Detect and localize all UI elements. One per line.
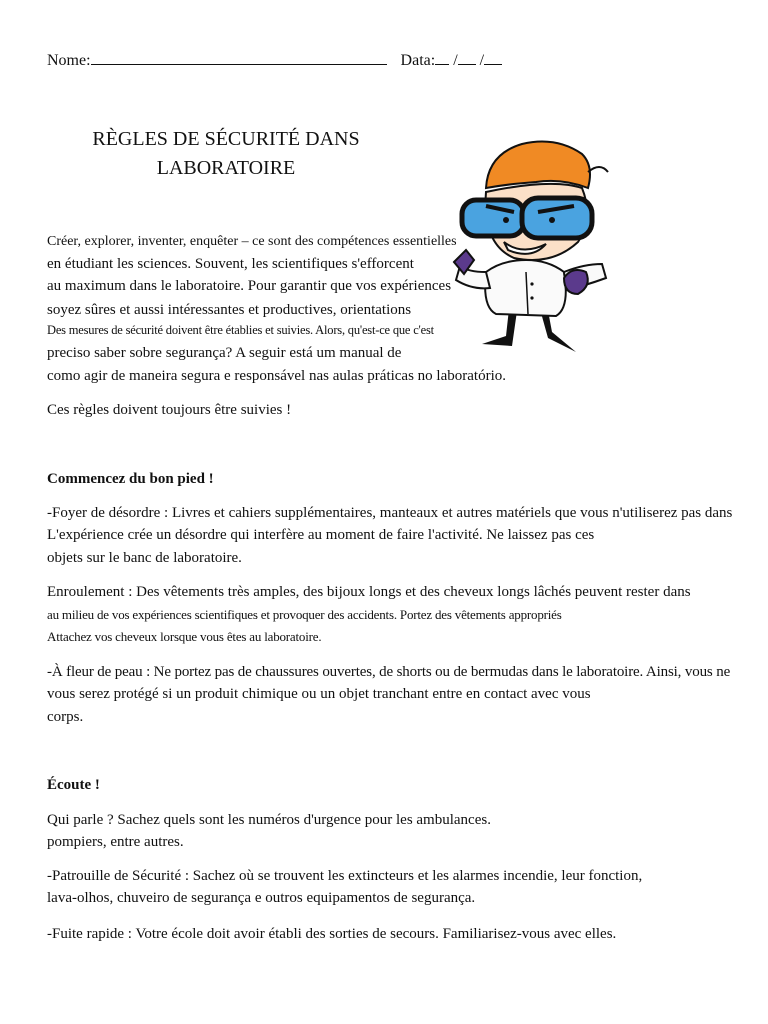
intro-line: en étudiant les sciences. Souvent, les scientifiques s'efforcent — [47, 256, 414, 272]
paragraph-line: Attachez vos cheveux lorsque vous êtes au laboratoire. — [47, 629, 322, 644]
cartoon-scientist-icon — [452, 132, 612, 358]
paragraph-line: -À fleur de peau : Ne portez pas de chaussures ouvertes, de shorts ou de bermudas dans le laboratoire. Ainsi, vous ne — [47, 664, 731, 680]
paragraph-line: au milieu de vos expériences scientifiques et provoquer des accidents. Portez des vêtements appropriés — [47, 607, 562, 622]
title-line: RÈGLES DE SÉCURITÉ DANS — [92, 128, 360, 150]
paragraph-line: vous serez protégé si un produit chimique ou un objet tranchant entre en contact avec vous — [47, 686, 591, 702]
date-day-field[interactable] — [435, 52, 449, 65]
title-line: LABORATOIRE — [156, 157, 296, 179]
paragraph-line: objets sur le banc de laboratoire. — [47, 550, 242, 566]
paragraph-line: -Foyer de désordre : Livres et cahiers supplémentaires, manteaux et autres matériels que vous n'utiliserez pas dans — [47, 505, 733, 521]
name-field[interactable] — [91, 52, 387, 65]
intro-line: Créer, explorer, inventer, enquêter – ce sont des compétences essentielles — [47, 234, 457, 249]
date-month-field[interactable] — [458, 52, 476, 65]
paragraph-line: Qui parle ? Sachez quels sont les numéros d'urgence pour les ambulances. — [47, 812, 491, 828]
intro-rule: Ces règles doivent toujours être suivies ! — [47, 402, 292, 418]
date-year-field[interactable] — [484, 52, 502, 65]
date-sep: / — [453, 52, 458, 69]
intro-line: soyez sûres et aussi intéressantes et productives, orientations — [47, 302, 412, 318]
header-name-date — [47, 52, 502, 70]
paragraph-line: corps. — [47, 709, 84, 725]
name-label: Nome: — [47, 52, 91, 69]
section-heading: Commencez du bon pied ! — [47, 471, 214, 487]
date-label: Data: — [400, 52, 436, 69]
page-title — [46, 125, 406, 183]
paragraph-line: L'expérience crée un désordre qui interfère au moment de faire l'activité. Ne laissez pas ces — [47, 527, 595, 543]
paragraph-line: -Fuite rapide : Votre école doit avoir établi des sorties de secours. Familiarisez-vous avec elles. — [47, 926, 617, 942]
paragraph-line: lava-olhos, chuveiro de segurança e outros equipamentos de segurança. — [47, 890, 476, 906]
intro-line: preciso saber sobre segurança? A seguir está um manual de — [47, 345, 402, 361]
paragraph-line: Enroulement : Des vêtements très amples, des bijoux longs et des cheveux longs lâchés peuvent rester dans — [47, 584, 691, 600]
intro-line: Des mesures de sécurité doivent être établies et suivies. Alors, qu'est-ce que c'est — [47, 323, 434, 337]
intro-line: au maximum dans le laboratoire. Pour garantir que vos expériences — [47, 278, 452, 294]
section-heading: Écoute ! — [47, 777, 100, 793]
paragraph-line: pompiers, entre autres. — [47, 834, 184, 850]
paragraph-line: -Patrouille de Sécurité : Sachez où se trouvent les extincteurs et les alarmes incendie, leur fonction, — [47, 868, 643, 884]
date-sep: / — [479, 52, 485, 69]
intro-line: como agir de maneira segura e responsável nas aulas práticas no laboratório. — [47, 368, 506, 384]
